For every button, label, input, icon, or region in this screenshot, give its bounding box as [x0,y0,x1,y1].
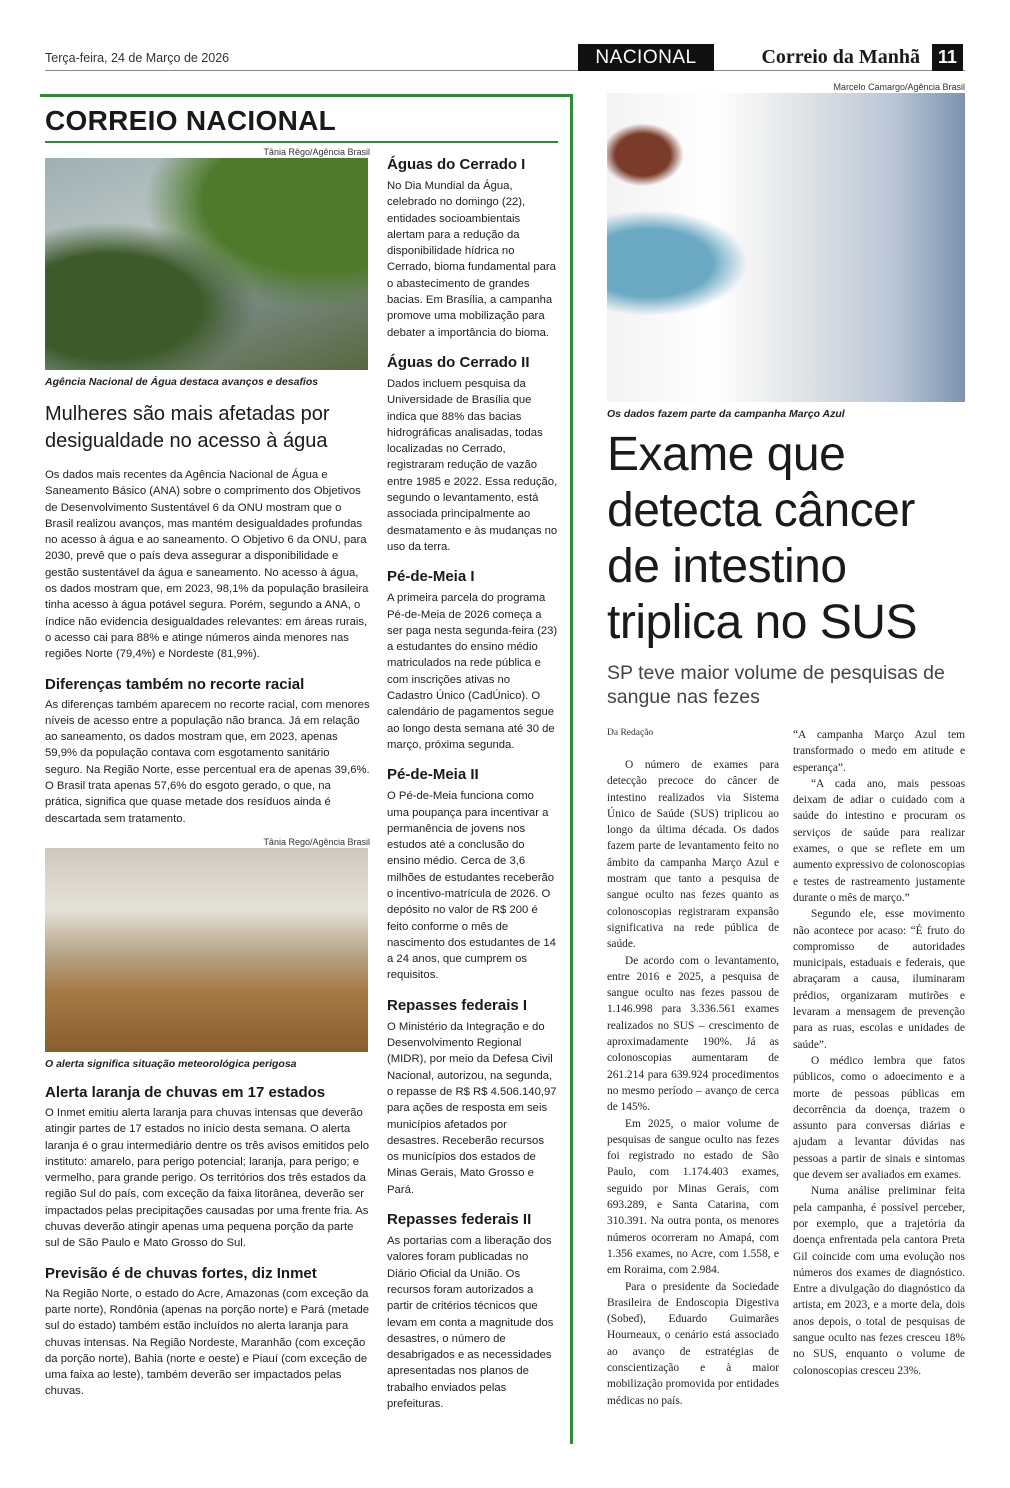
brief-body: A primeira parcela do programa Pé-de-Meia de 2026 começa a ser paga nesta segunda-feira (23) a estudantes do ensino médio matriculados na rede pública e com inscrições ativas no Cadastro Único (CadÚnico). O calendário de pagamentos segue ao longo desta semana até 30 de março, próxima segunda. [387,592,558,751]
lead-article [607,82,965,1409]
photo-caption: O alerta significa situação meteorológica perigosa [45,1057,297,1070]
section-header [45,104,558,143]
brief-title: Águas do Cerrado II [387,353,530,371]
photo-credit: Tânia Rego/Agência Brasil [263,836,370,847]
news-brief [387,765,559,984]
brief-body: Dados incluem pesquisa da Universidade de Brasília que indica que 88% das bacias hidrográficas analisadas, todas localizadas no Cerrado, registraram redução de vazão entre 1985 e 2022. Essa redução, segundo o levantamento, está associada principalmente ao desmatamento e às mudanças no uso da terra. [387,377,558,553]
article-body: O Inmet emitiu alerta laranja para chuvas intensas que deverão atingir partes de 17 estados no início desta semana. O alerta laranja é o grau intermediário dentre os três avisos emitidos pelo instituto: amarelo, para perigo potencial; laranja, para perigo; e vermelho, para grande perigo. Os territórios dos três estados da região Sul do país, com exceção da faixa litorânea, deverão ser impactados pelas precipitações causadas por uma frente fria. As chuvas deverão atingir apenas uma pequena porção da parte sul de São Paulo e Mato Grosso do Sul. [45,1106,370,1250]
photo-caption: Os dados fazem parte da campanha Março Azul [607,408,845,420]
brief-body: No Dia Mundial da Água, celebrado no domingo (22), entidades socioambientais alertam para a redução da disponibilidade hídrica no Cerrado, bioma fundamental para o abastecimento de grandes bacias. Em Brasília, a campanha promove uma mobilização para debater a importância do bioma. [387,180,556,339]
subheading: Diferenças também no recorte racial [45,675,305,693]
left-column [45,147,370,1400]
main-headline: Exame que detecta câncer de intestino triplica no SUS [607,428,917,649]
article-body: As diferenças também aparecem no recorte racial, com menores níveis de acesso entre a população não branca. Já em relação ao saneamento, os dados mostram que, em 2023, apenas 59,9% da população contava com esgotamento sanitário seguro. Na Região Norte, esse percentual era de apenas 39,6%. O Brasil trata apenas 57,6% do esgoto gerado, o que, na prática, significa que quase metade dos resíduos ainda é descartada sem tratamento. [45,698,370,825]
brief-title: Repasses federais I [387,996,528,1014]
article-column-2 [793,727,965,1409]
subheading: Alerta laranja de chuvas em 17 estados [45,1083,326,1101]
paragraph: O médico lembra que fatos públicos, como o adoecimento e a morte de pessoas públicas em decorrência da doença, trazem o assunto para conversas diárias e ajudam a levantar dúvidas nas pessoas a partir de sinais e sintomas que devem ser avaliados em exames. [793,1054,965,1182]
paragraph: Para o presidente da Sociedade Brasileira de Endoscopia Digestiva (Sobed), Eduardo Guimarães Hourneaux, o cenário está associado ao avanço de estratégias de conscientização e à maior mobilização promovida por entidades médicas no país. [607,1280,779,1407]
photo-caption: Agência Nacional de Água destaca avanços e desafios [45,376,319,388]
news-brief [387,996,559,1198]
article-body: Os dados mais recentes da Agência Nacional de Água e Saneamento Básico (ANA) sobre o comprimento dos Objetivos de Desenvolvimento Sustentável 6 da ONU mostram que o Brasil realizou avanços, mas mantém desigualdades profundas no acesso à água e ao saneamento. O Objetivo 6 da ONU, para 2030, prevê que o país deva assegurar a disponibilidade e gestão sustentável da água e saneamento. No acesso à água, os dados mostram que, em 2023, 98,1% da população brasileira tinha acesso à água potável segura. Porém, segundo a ANA, o índice não evidencia desigualdades relevantes: em áreas rurais, o acesso cai para 88% e atinge números ainda menores nas regiões Norte (79,4%) e Nordeste (81,9%). [45,469,369,661]
subheading: Previsão é de chuvas fortes, diz Inmet [45,1264,317,1282]
news-brief [387,353,559,555]
paragraph: Em 2025, o maior volume de pesquisas de sangue oculto nas fezes foi registrado no estado de São Paulo, com 1.174.403 exames, seguido por Minas Gerais, com 693.289, e Santa Catarina, com 310.391. Na outra ponta, os menores números ocorreram no Amapá, com 1.356 exames, no Acre, com 1.558, e em Roraima, com 2.984. [607,1117,779,1277]
section-frame-top [40,94,573,97]
subtitle: SP teve maior volume de pesquisas de sangue nas fezes [607,662,945,708]
brief-body: O Pé-de-Meia funciona como uma poupança para incentivar a permanência de jovens nos estudos até a conclusão do ensino médio. Cerca de 3,6 milhões de estudantes receberão o incentivo-matrícula de 2026. O depósito no valor de R$ 200 é feito conforme o mês de nascimento dos estudantes de 14 a 24 anos, que cumprem os requisitos. [387,790,556,982]
article-body: Na Região Norte, o estado do Acre, Amazonas (com exceção da parte norte), Rondônia (apenas na porção norte) e Pará (metade sul do estado) também estão incluídos no alerta laranja para chuvas intensas. Na Região Nordeste, Maranhão (com exceção da porção norte), Bahia (norte e oeste) e Piauí (com exceção de uma faixa ao leste), também deverão ser impactados pelas chuvas. [45,1287,370,1398]
section-title: CORREIO NACIONAL [45,105,337,136]
middle-column [387,155,559,1424]
photo-credit: Tânia Rêgo/Agência Brasil [263,147,370,157]
header-rule [45,70,965,71]
issue-date: Terça-feira, 24 de Março de 2026 [45,51,230,65]
paragraph: “A cada ano, mais pessoas deixam de adiar o cuidado com a saúde do intestino e procuram os serviços de saúde para realizar exames, o que se reflete em um aumento expressivo de colonoscopias e testes de rastreamento justamente durante o mês de março.” [793,777,965,904]
flooded-building-photo [45,848,368,1052]
article-columns [607,727,965,1409]
hospital-photo [607,93,965,402]
paragraph: O número de exames para detecção precoce do câncer de intestino realizados via Sistema Único de Saúde (SUS) triplicou ao longo da última década. Os dados fazem parte de levantamento feito no âmbito da campanha Março Azul e mostram que tanto a pesquisa de sangue oculto nas fezes quanto as colonoscopias registraram expansão significativa na rede pública de saúde. [607,759,779,951]
brief-title: Repasses federais II [387,1211,532,1229]
river-photo [45,158,368,370]
section-tag: NACIONAL [578,44,714,71]
brief-body: As portarias com a liberação dos valores foram publicadas no Diário Oficial da União. Os recursos foram autorizados a partir de critérios técnicos que levam em conta a magnitude dos desastres, o número de desabrigados e as necessidades apresentadas nos planos de trabalho enviados pelas prefeituras. [387,1235,554,1410]
article-column-1 [607,727,779,1409]
paragraph: De acordo com o levantamento, entre 2016 e 2025, a pesquisa de sangue oculto nas fezes passou de 1.146.998 para 3.336.561 exames realizados no SUS – crescimento de aproximadamente 190%. Já as colonoscopias aumentaram de 261.214 para 639.924 procedimentos no mesmo período – avanço de cerca de 145%. [607,954,779,1114]
paragraph: Segundo ele, esse movimento não acontece por acaso: “É fruto do compromisso de autoridades municipais, estaduais e federais, que abraçaram a causa, iluminaram prédios, organizaram mutirões e levaram a mensagem de prevenção para as ruas, escolas e unidades de saúde”. [793,908,965,1051]
brief-title: Pé-de-Meia II [387,766,479,784]
news-brief [387,155,559,341]
brief-title: Pé-de-Meia I [387,568,475,586]
section-frame-right [570,94,573,1444]
byline: Da Redação [607,728,654,738]
brief-title: Águas do Cerrado I [387,156,526,173]
masthead-logo: Correio da Manhã [761,46,920,68]
news-brief [387,567,559,753]
brief-body: O Ministério da Integração e do Desenvolvimento Regional (MIDR), por meio da Defesa Civil Nacional, autorizou, na segunda, o repasse de R$ R$ 4.506.140,97 para ações de resposta em seis municípios afetados por desastres. Receberão recursos os municípios dos estados de Minas Gerais, Mato Grosso e Pará. [387,1020,557,1196]
page-number: 11 [932,44,963,71]
paragraph: Numa análise preliminar feita pela campanha, é possível perceber, por exemplo, que a trajetória da doença enfrentada pela cantora Preta Gil coincide com uma evolução nos números dos exames de diagnóstico. Entre a divulgação do diagnóstico da artista, em 2023, e a morte dela, dois anos depois, o total de pesquisas de sangue oculto nas fezes cresceu 18% no SUS, enquanto o volume de colonoscopias cresceu 23%. [793,1185,965,1377]
article-headline: Mulheres são mais afetadas por desigualdade no acesso à água [45,403,330,452]
photo-credit: Marcelo Camargo/Agência Brasil [833,82,965,92]
news-brief [387,1210,559,1412]
paragraph: “A campanha Março Azul tem transformado o medo em atitude e esperança”. [793,729,965,774]
